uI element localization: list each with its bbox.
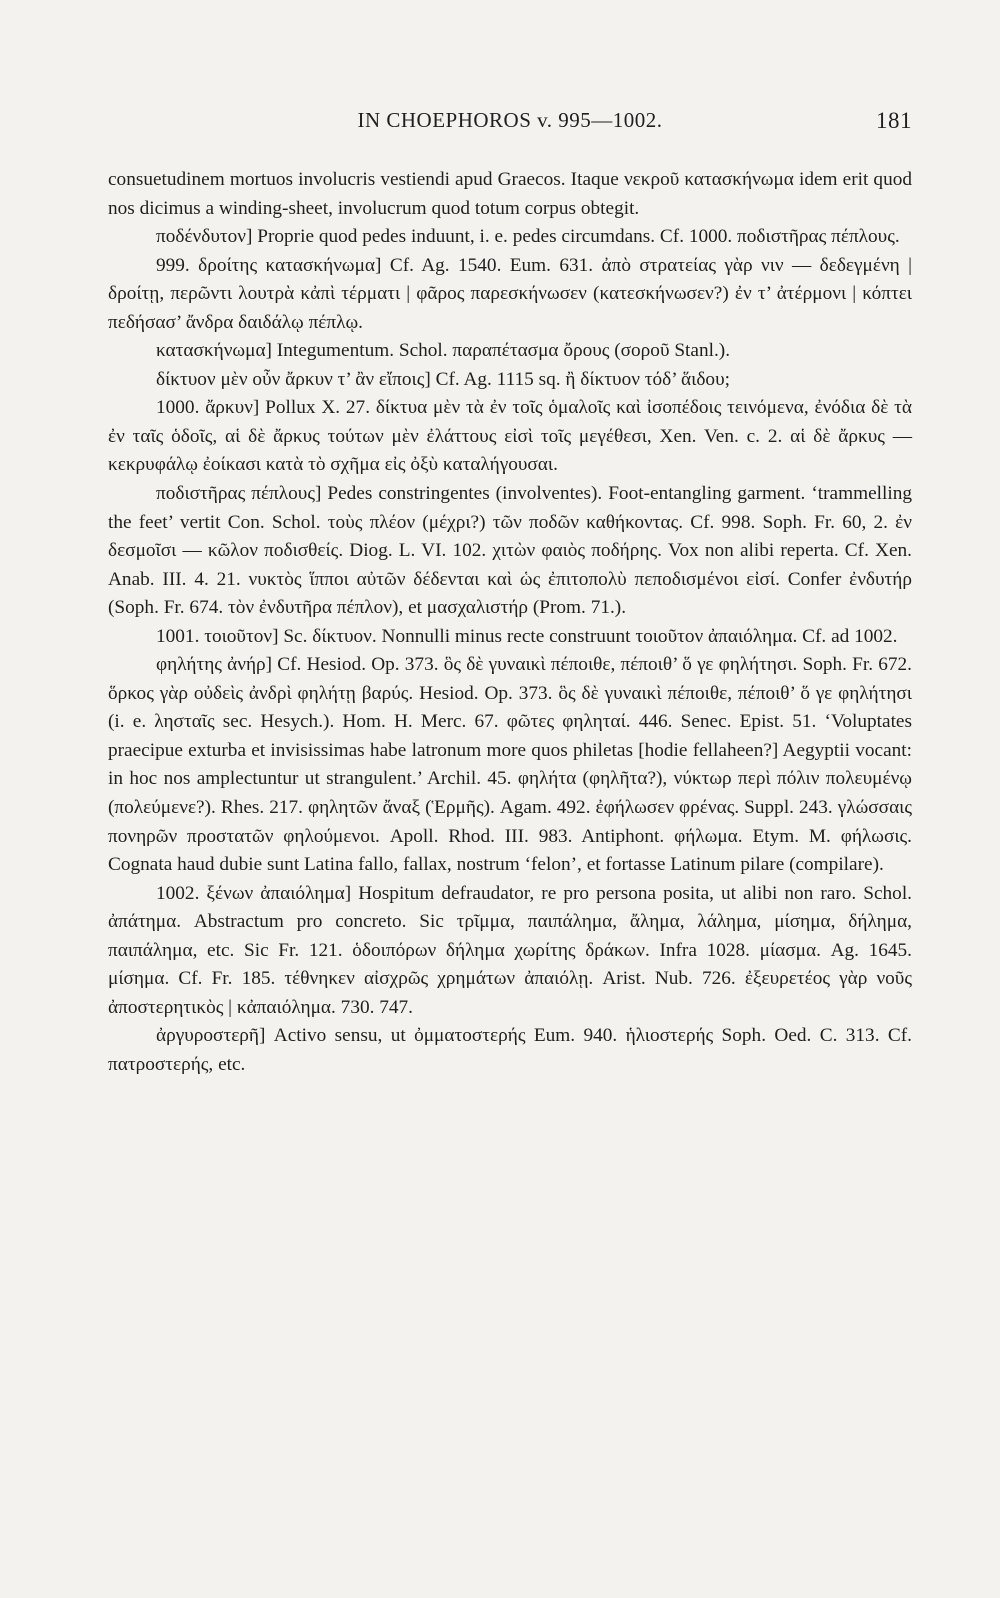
paragraph-diktyon: δίκτυον μὲν οὖν ἄρκυν τ’ ἂν εἴποις] Cf. Ag. 1115 sq. ἢ δίκτυον τόδ’ ἅιδου;: [156, 368, 730, 390]
paragraph-kataskenoma: κατασκήνωμα] Integumentum. Schol. παραπέτασμα ὄρους (σοροῦ Stanl.).: [156, 340, 731, 362]
running-head: [108, 108, 912, 140]
paragraph-1001: 1001. τοιοῦτον] Sc. δίκτυον. Nonnulli minus recte construunt τοιοῦτον ἀπαιόλημα. Cf. ad 1002.: [156, 625, 898, 647]
paragraph-999: 999. δροίτης κατασκήνωμα] Cf. Ag. 1540. Eum. 631. ἀπὸ στρατείας γὰρ νιν — δεδεγμένη | δροίτῃ, περῶντι λουτρὰ κἀπὶ τέρματι | φᾶρος παρεσκήνωσεν (κατεσκήνωσεν?) ἐν τ’ ἀτέρμονι | κόπτει πεδήσασ’ ἄνδρα δαιδάλῳ πέπλῳ.: [108, 254, 912, 333]
paragraph-1000: 1000. ἄρκυν] Pollux X. 27. δίκτυα μὲν τὰ ἐν τοῖς ὁμαλοῖς καὶ ἰσοπέδοις τεινόμενα, ἐνόδια δὲ τὰ ἐν ταῖς ὁδοῖς, αἱ δὲ ἄρκυς τούτων μὲν ἐλάττους εἰσὶ τοῖς μεγέθεσι, Xen. Ven. c. 2. αἱ δὲ ἄρκυς — κεκρυφάλῳ ἐοίκασι κατὰ τὸ σχῆμα εἰς ὀξὺ καταλήγουσαι.: [108, 397, 912, 476]
paragraph-continuation: consuetudinem mortuos involucris vestiendi apud Graecos. Itaque νεκροῦ κατασκήνωμα idem erit quod nos dicimus a winding-sheet, involucrum quod totum corpus obtegit.: [108, 169, 912, 219]
page-number: 181: [876, 108, 912, 133]
paragraph-argyrosteres: ἀργυροστερῆ] Activo sensu, ut ὀμματοστερής Eum. 940. ἡλιοστερής Soph. Oed. C. 313. Cf. πατροστερής, etc.: [108, 1025, 912, 1075]
paragraph-1002: 1002. ξένων ἀπαιόλημα] Hospitum defraudator, re pro persona posita, ut alibi non raro. Schol. ἀπάτημα. Abstractum pro concreto. Sic τρῖμμα, παιπάλημα, ἄλημα, λάλημα, μίσημα, δήλημα, παιπάλημα, etc. Sic Fr. 121. ὁδοιπόρων δήλημα χωρίτης δράκων. Infra 1028. μίασμα. Ag. 1645. μίσημα. Cf. Fr. 185. τέθνηκεν αἰσχρῶς χρημάτων ἀπαιόλῃ. Arist. Nub. 726. ἐξευρετέος γὰρ νοῦς ἀποστερητικὸς | κἀπαιόλημα. 730. 747.: [108, 882, 912, 1018]
paragraph-podendyton: ποδένδυτον] Proprie quod pedes induunt, i. e. pedes circumdans. Cf. 1000. ποδιστῆρας πέπλους.: [156, 226, 900, 248]
paragraph-philetes: φηλήτης ἀνήρ] Cf. Hesiod. Op. 373. ὃς δὲ γυναικὶ πέποιθε, πέποιθ’ ὅ γε φηλήτησι. Soph. Fr. 672. ὅρκος γὰρ οὐδεὶς ἀνδρὶ φηλήτῃ βαρύς. Hesiod. Op. 373. ὃς δὲ γυναικὶ πέποιθε, πέποιθ’ ὅ γε φηλήτησι (i. e. λησταῖς sec. Hesych.). Hom. H. Merc. 67. φῶτες φηληταί. 446. Senec. Epist. 51. ‘Voluptates praecipue exturba et invisissimas habe latronum more quos philetas [hodie fellaheen?] Aegyptii vocant: in hoc nos amplectuntur ut strangulent.’ Archil. 45. φηλήτα (φηλῆτα?), νύκτωρ περὶ πόλιν πολευμένῳ (πολεύμενε?). Rhes. 217. φηλητῶν ἄναξ (Ἑρμῆς). Agam. 492. ἐφήλωσεν φρένας. Suppl. 243. γλώσσαις πονηρῶν προστατῶν φηλούμενοι. Apoll. Rhod. III. 983. Antiphont. φήλωμα. Etym. M. φήλωσις. Cognata haud dubie sunt Latina fallo, fallax, nostrum ‘felon’, et fortasse Latinum pilare (compilare).: [108, 654, 912, 876]
running-title: IN CHOEPHOROS v. 995—1002.: [357, 108, 663, 132]
paragraph-podistras: ποδιστῆρας πέπλους] Pedes constringentes (involventes). Foot-entangling garment. ‘trammelling the feet’ vertit Con. Schol. τοὺς πλέον (μέχρι?) τῶν ποδῶν καθήκοντας. Cf. 998. Soph. Fr. 60, 2. ἐν δεσμοῖσι — κῶλον ποδισθείς. Diog. L. VI. 102. χιτὼν φαιὸς ποδήρης. Vox non alibi reperta. Cf. Xen. Anab. III. 4. 21. νυκτὸς ἵπποι αὐτῶν δέδενται καὶ ὡς ἐπιτοπολὺ πεποδισμένοι εἰσί. Confer ἐνδυτήρ (Soph. Fr. 674. τὸν ἐνδυτῆρα πέπλον), et μασχαλιστήρ (Prom. 71.).: [108, 483, 912, 619]
commentary-body: [108, 166, 912, 1080]
